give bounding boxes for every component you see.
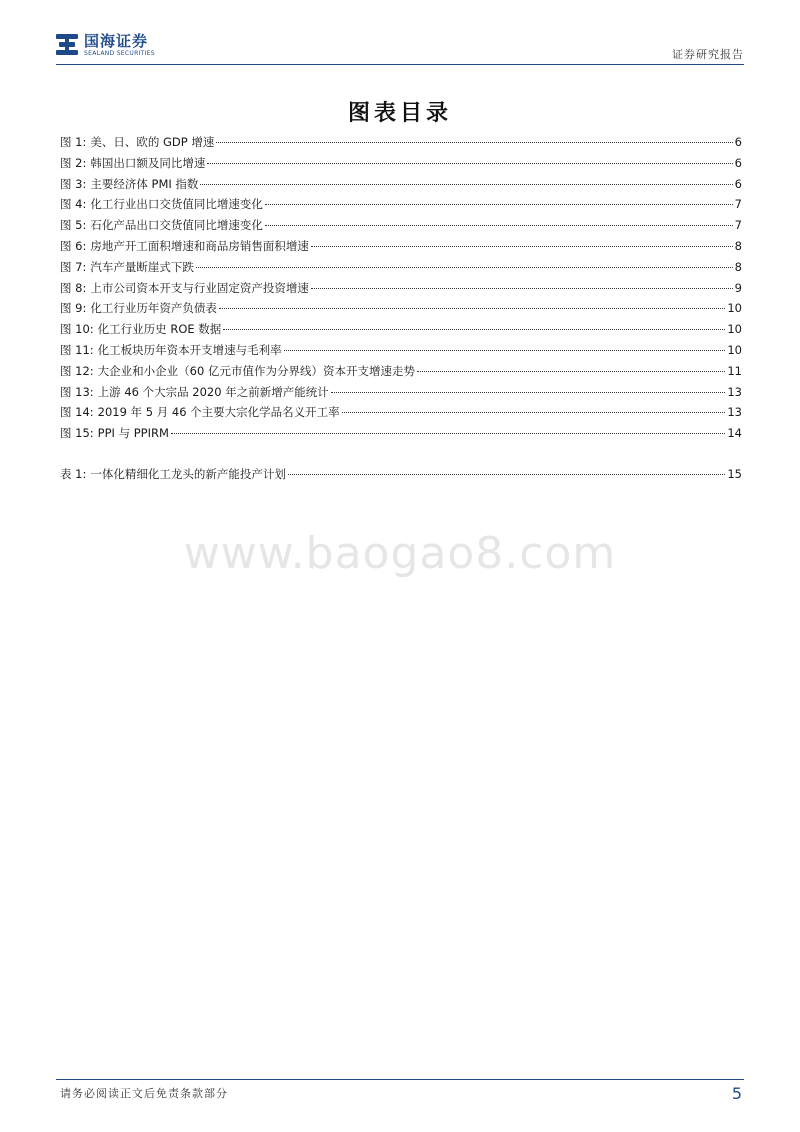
entry-page-number: 7 [734,218,742,233]
figure-entry[interactable] [60,155,742,176]
entry-title: 房地产开工面积增速和商品房销售面积增速 [90,238,309,253]
entry-title: 化工行业出口交货值同比增速变化 [90,197,263,212]
entry-number: 图 5: [60,218,87,233]
figure-entry[interactable] [60,176,742,197]
entry-title: 美、日、欧的 GDP 增速 [90,135,215,149]
figure-list [60,134,742,446]
dot-leader [265,204,733,205]
figure-entry[interactable] [60,259,742,280]
company-logo [56,33,155,57]
figure-entry[interactable] [60,300,742,321]
entry-number: 图 7: [60,259,87,274]
entry-page-number: 8 [734,238,742,253]
figure-entry[interactable] [60,342,742,363]
entry-title: 一体化精细化工龙头的新产能投产计划 [90,467,286,481]
entry-number: 图 14: [60,405,94,420]
entry-number: 图 4: [60,197,87,212]
page-title: 图表目录 [347,101,452,126]
entry-number: 图 12: [60,363,94,378]
entry-page-number: 9 [734,280,742,295]
entry-number: 图 13: [60,384,94,399]
entry-title: 上市公司资本开支与行业固定资产投资增速 [90,280,309,295]
entry-title: 汽车产量断崖式下跌 [90,259,194,274]
entry-page-number: 6 [734,176,742,191]
page-number: 5 [731,1084,742,1103]
watermark: www.baogao8.com [183,528,617,579]
entry-page-number: 7 [734,197,742,212]
entry-page-number: 8 [734,259,742,274]
page-header [56,33,744,63]
dot-leader [216,142,732,143]
report-type-label: 证券研究报告 [672,48,744,61]
entry-number: 表 1: [60,467,87,481]
figure-entry[interactable] [60,384,742,405]
figure-entry[interactable] [60,363,742,384]
header-divider [56,64,744,65]
dot-leader [223,329,725,330]
entry-page-number: 10 [727,342,742,357]
entry-number: 图 8: [60,280,87,295]
logo-icon [56,33,78,57]
entry-title: 化工行业历史 ROE 数据 [97,322,222,337]
entry-number: 图 9: [60,301,87,316]
dot-leader [265,225,733,226]
dot-leader [171,433,725,434]
figure-entry[interactable] [60,425,742,446]
dot-leader [342,412,726,413]
dot-leader [331,392,726,393]
entry-title: 主要经济体 PMI 指数 [90,176,199,191]
footer-disclaimer: 请务必阅读正文后免责条款部分 [60,1087,228,1100]
entry-title: 韩国出口额及同比增速 [90,155,206,170]
dot-leader [417,371,725,372]
dot-leader [311,288,733,289]
figure-entry[interactable] [60,280,742,301]
entry-number: 图 15: [60,426,94,441]
entry-page-number: 6 [734,135,742,149]
entry-number: 图 3: [60,176,87,191]
entry-title: 大企业和小企业（60 亿元市值作为分界线）资本开支增速走势 [97,363,415,378]
dot-leader [196,267,733,268]
figure-entry[interactable] [60,238,742,259]
figure-entry[interactable] [60,321,742,342]
entry-title: 石化产品出口交货值同比增速变化 [90,218,263,233]
entry-page-number: 13 [727,405,742,420]
logo-chinese-name: 国海证券 [84,31,149,50]
entry-page-number: 10 [727,322,742,337]
dot-leader [284,350,726,351]
entry-page-number: 10 [727,301,742,316]
figure-entry[interactable] [60,134,742,155]
entry-page-number: 14 [727,426,742,441]
entry-page-number: 15 [727,467,742,481]
figure-entry[interactable] [60,196,742,217]
entry-number: 图 1: [60,135,87,149]
entry-title: PPI 与 PPIRM [97,426,169,441]
figure-entry[interactable] [60,217,742,238]
table-entry[interactable] [60,466,742,487]
entry-title: 化工行业历年资产负债表 [90,301,217,316]
logo-english-name: SEALAND SECURITIES [84,49,155,57]
entry-page-number: 11 [727,363,742,378]
entry-number: 图 2: [60,155,87,170]
dot-leader [219,308,726,309]
entry-number: 图 6: [60,238,87,253]
dot-leader [200,184,732,185]
entry-page-number: 13 [727,384,742,399]
dot-leader [288,474,726,475]
entry-number: 图 10: [60,322,94,337]
figure-entry[interactable] [60,404,742,425]
entry-title: 上游 46 个大宗品 2020 年之前新增产能统计 [97,384,329,399]
dot-leader [311,246,733,247]
entry-title: 2019 年 5 月 46 个主要大宗化学品名义开工率 [97,405,340,420]
table-list [60,466,742,487]
entry-title: 化工板块历年资本开支增速与毛利率 [97,342,282,357]
footer-divider [56,1079,744,1080]
entry-page-number: 6 [734,155,742,170]
entry-number: 图 11: [60,342,94,357]
dot-leader [207,163,732,164]
